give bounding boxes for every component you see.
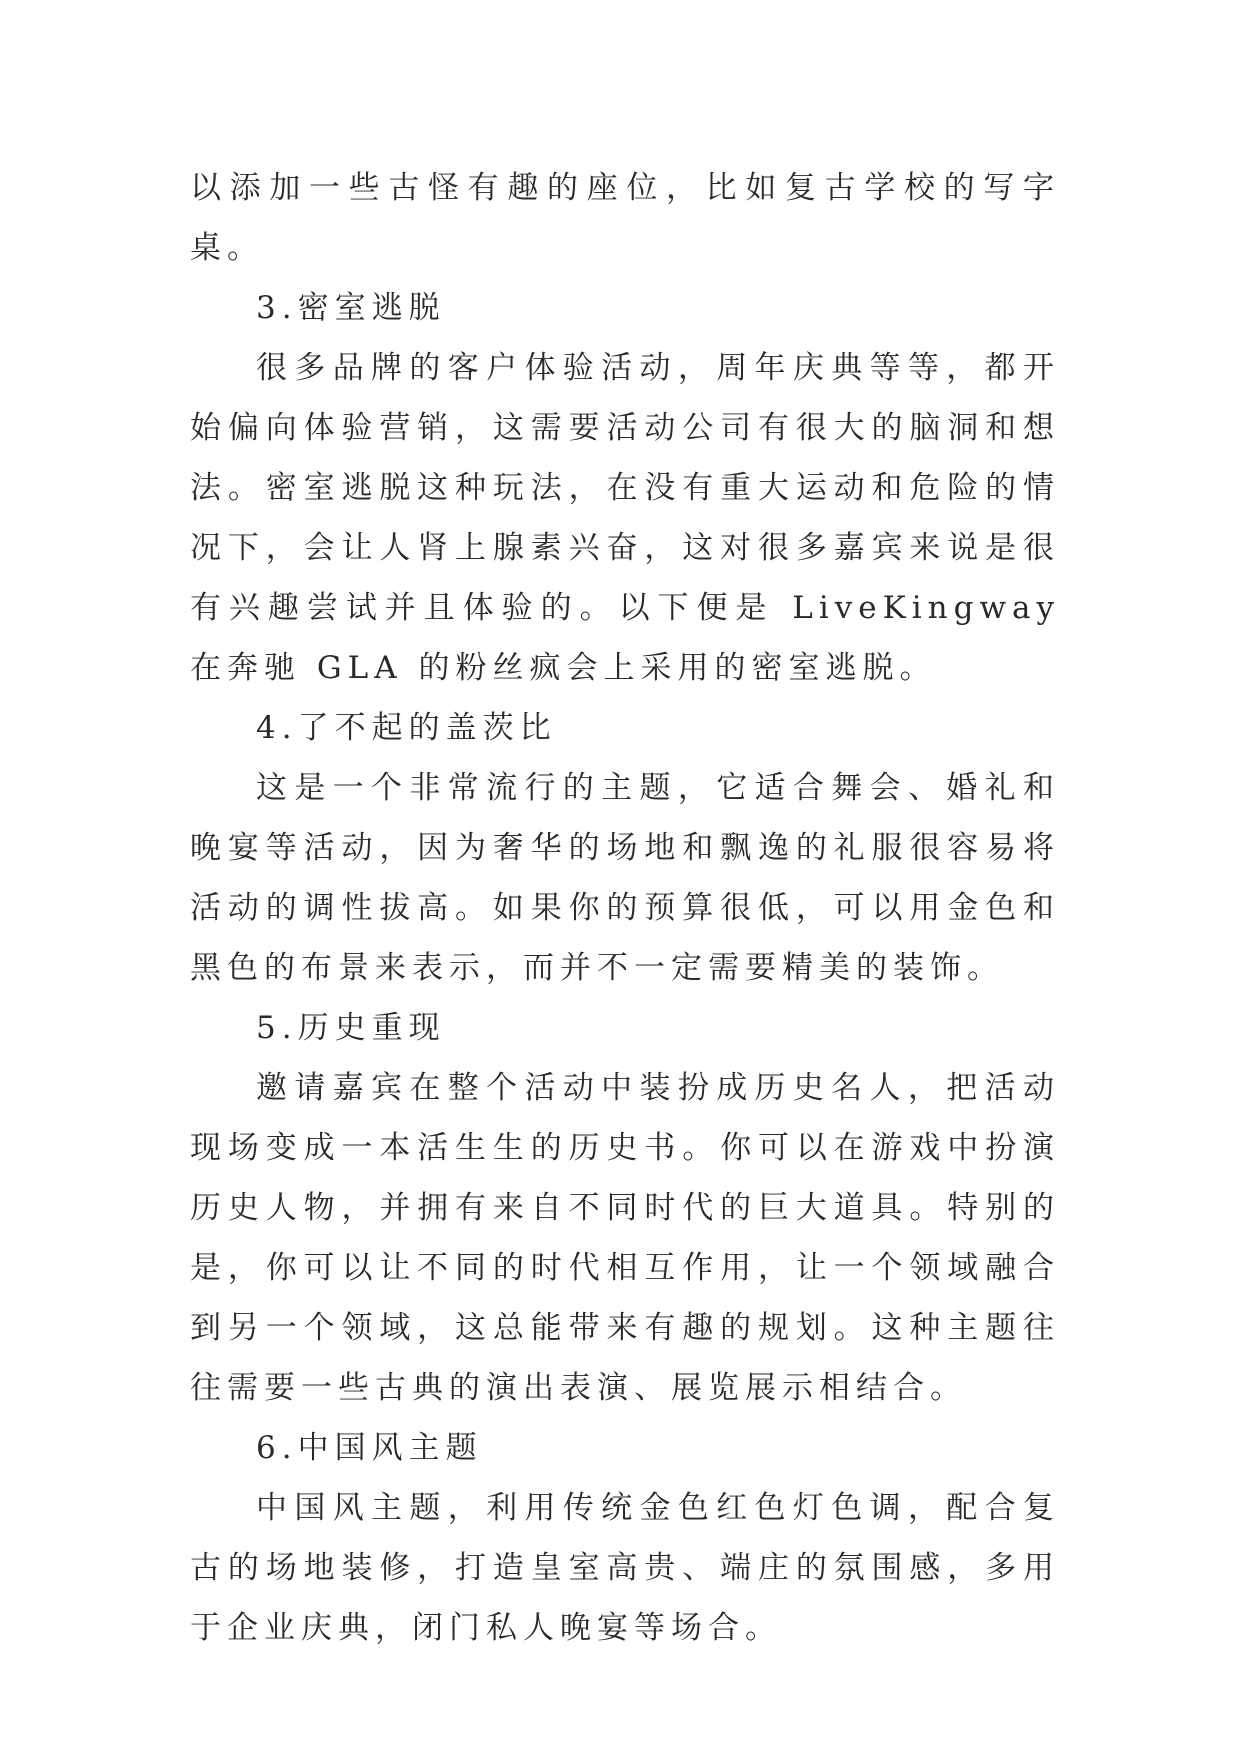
heading-escape-room: 3.密室逃脱 <box>256 290 446 326</box>
paragraph-history-reenactment: 邀请嘉宾在整个活动中装扮成历史名人，把活动现场变成一本活生生的历史书。你可以在游戏中扮演历史人物，并拥有来自不同时代的巨大道具。特别的是，你可以让不同的时代相互作用，让一个领域融合到另一个领域，这总能带来有趣的规划。这种主题往往需要一些古典的演出表演、展览展示相结合。 <box>190 1070 1060 1406</box>
document-body <box>190 158 1060 1658</box>
paragraph-escape-room: 很多品牌的客户体验活动，周年庆典等等，都开始偏向体验营销，这需要活动公司有很大的脑洞和想法。密室逃脱这种玩法，在没有重大运动和危险的情况下，会让人肾上腺素兴奋，这对很多嘉宾来说是很有兴趣尝试并且体验的。以下便是 LiveKingway 在奔驰 GLA 的粉丝疯会上采用的密室逃脱。 <box>190 350 1060 686</box>
heading-chinese-style: 6.中国风主题 <box>256 1430 483 1466</box>
paragraph-great-gatsby: 这是一个非常流行的主题，它适合舞会、婚礼和晚宴等活动，因为奢华的场地和飘逸的礼服很容易将活动的调性拔高。如果你的预算很低，可以用金色和黑色的布景来表示，而并不一定需要精美的装饰。 <box>190 770 1060 986</box>
paragraph-continuation: 以添加一些古怪有趣的座位，比如复古学校的写字桌。 <box>190 170 1060 266</box>
heading-great-gatsby: 4.了不起的盖茨比 <box>256 710 557 746</box>
heading-history-reenactment: 5.历史重现 <box>256 1010 446 1046</box>
paragraph-chinese-style: 中国风主题，利用传统金色红色灯色调，配合复古的场地装修，打造皇室高贵、端庄的氛围感，多用于企业庆典，闭门私人晚宴等场合。 <box>190 1490 1060 1646</box>
